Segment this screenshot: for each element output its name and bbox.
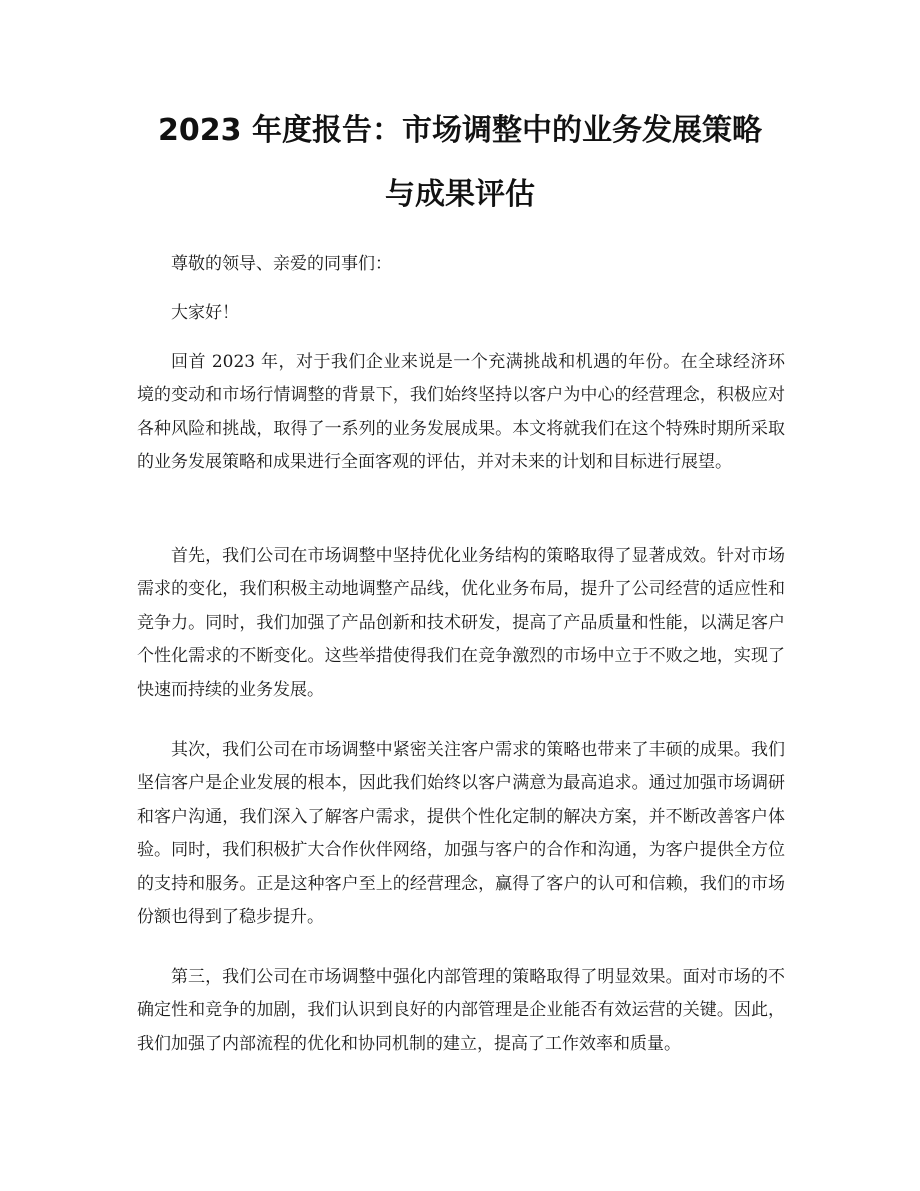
paragraph-intro: 回首 2023 年，对于我们企业来说是一个充满挑战和机遇的年份。在全球经济环境的变动和市场行情调整的背景下，我们始终坚持以客户为中心的经营理念，积极应对各种风险和挑战，取得了一系列的业务发展成果。本文将就我们在这个特殊时期所采取的业务发展策略和成果进行全面客观的评估，并对未来的计划和目标进行展望。 <box>137 352 785 473</box>
salutation: 尊敬的领导、亲爱的同事们： <box>171 254 392 274</box>
paragraph-internal-management: 第三，我们公司在市场调整中强化内部管理的策略取得了明显效果。面对市场的不确定性和竞争的加剧，我们认识到良好的内部管理是企业能否有效运营的关键。因此，我们加强了内部流程的优化和协同机制的建立，提高了工作效率和质量。 <box>137 967 785 1054</box>
greeting: 大家好！ <box>171 303 239 323</box>
document-title-line-1: 2023 年度报告：市场调整中的业务发展策略 <box>158 113 762 148</box>
paragraph-customer-focus: 其次，我们公司在市场调整中紧密关注客户需求的策略也带来了丰硕的成果。我们坚信客户是企业发展的根本，因此我们始终以客户满意为最高追求。通过加强市场调研和客户沟通，我们深入了解客户需求，提供个性化定制的解决方案，并不断改善客户体验。同时，我们积极扩大合作伙伴网络，加强与客户的合作和沟通，为客户提供全方位的支持和服务。正是这种客户至上的经营理念，赢得了客户的认可和信赖，我们的市场份额也得到了稳步提升。 <box>137 740 785 928</box>
paragraph-business-structure: 首先，我们公司在市场调整中坚持优化业务结构的策略取得了显著成效。针对市场需求的变化，我们积极主动地调整产品线，优化业务布局，提升了公司经营的适应性和竞争力。同时，我们加强了产品创新和技术研发，提高了产品质量和性能，以满足客户个性化需求的不断变化。这些举措使得我们在竞争激烈的市场中立于不败之地，实现了快速而持续的业务发展。 <box>137 546 785 700</box>
document-title-line-2: 与成果评估 <box>385 177 535 212</box>
